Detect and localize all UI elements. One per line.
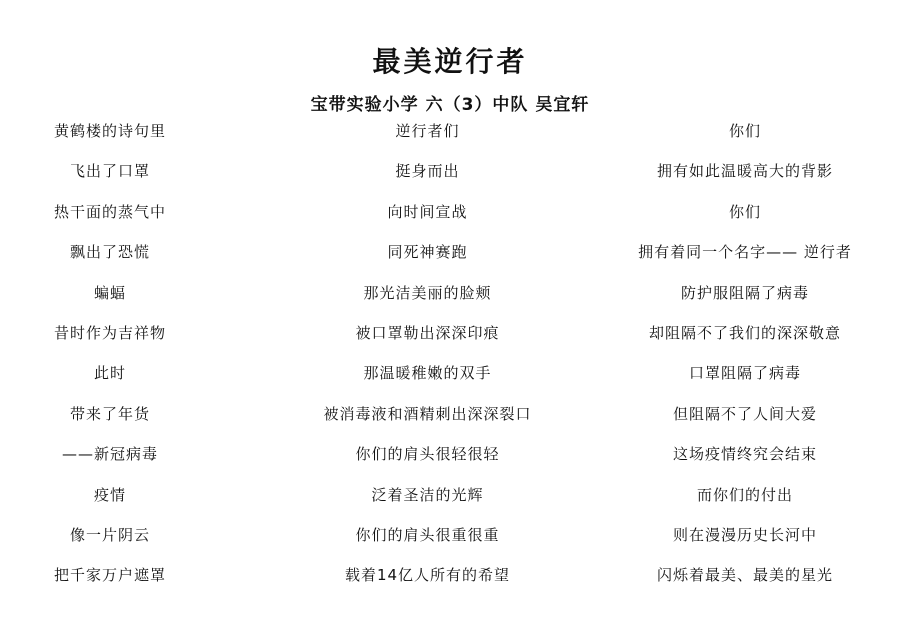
poem-line: 这场疫情终究会结束 bbox=[672, 445, 817, 464]
poem-line: 蝙蝠 bbox=[93, 283, 126, 302]
poem-line: 像一片阴云 bbox=[69, 525, 150, 544]
poem-line: 那光洁美丽的脸颊 bbox=[363, 283, 492, 302]
poem-line: 你们的肩头很轻很轻 bbox=[355, 445, 500, 464]
poem-column-right bbox=[615, 119, 875, 604]
poem-line: 逆行者们 bbox=[395, 122, 460, 140]
poem-column-middle bbox=[285, 119, 570, 604]
poem-line: 飞出了口罩 bbox=[69, 162, 150, 181]
poem-line: 挺身而出 bbox=[395, 162, 460, 181]
poem-line: 闪烁着最美、最美的星光 bbox=[656, 566, 833, 585]
poem-column-left bbox=[20, 119, 200, 604]
poem-line: 你们的肩头很重很重 bbox=[355, 525, 500, 544]
poem-line: 热干面的蒸气中 bbox=[53, 202, 166, 221]
poem-line: 把千家万户遮罩 bbox=[53, 566, 166, 585]
poem-line: 带来了年货 bbox=[69, 404, 150, 423]
poem-line: 却阻隔不了我们的深深敬意 bbox=[648, 323, 841, 342]
poem-line: 拥有如此温暖高大的背影 bbox=[656, 162, 833, 181]
poem-line: 向时间宣战 bbox=[387, 202, 468, 221]
poem-line: 口罩阻隔了病毒 bbox=[688, 364, 801, 383]
poem-line: 你们 bbox=[728, 122, 761, 140]
poem-line: 防护服阻隔了病毒 bbox=[680, 283, 809, 302]
poem-line: 泛着圣洁的光辉 bbox=[371, 485, 484, 504]
poem-line: 被口罩勒出深深印痕 bbox=[355, 323, 500, 342]
poem-line: 则在漫漫历史长河中 bbox=[672, 525, 817, 544]
poem-line: 同死神赛跑 bbox=[387, 243, 468, 262]
poem-line: 你们 bbox=[728, 202, 761, 221]
poem-line: 而你们的付出 bbox=[696, 485, 793, 504]
author-line: 宝带实验小学 六（3）中队 吴宜轩 bbox=[310, 95, 590, 115]
poem-line: 疫情 bbox=[93, 485, 126, 504]
poem-line: ——新冠病毒 bbox=[61, 445, 158, 464]
poem-line: 拥有着同一个名字—— 逆行者 bbox=[638, 243, 852, 262]
poem-line: 被消毒液和酒精刺出深深裂口 bbox=[323, 404, 532, 423]
poem-line: 但阻隔不了人间大爱 bbox=[672, 404, 817, 423]
poem-line: 载着14亿人所有的希望 bbox=[344, 566, 511, 585]
poem-line: 飘出了恐慌 bbox=[69, 243, 150, 262]
poem-line: 黄鹤楼的诗句里 bbox=[53, 122, 166, 140]
poem-line: 此时 bbox=[93, 364, 126, 383]
poem-line: 昔时作为吉祥物 bbox=[53, 323, 166, 342]
poem-title: 最美逆行者 bbox=[372, 45, 528, 78]
poem-line: 那温暖稚嫩的双手 bbox=[363, 364, 492, 383]
